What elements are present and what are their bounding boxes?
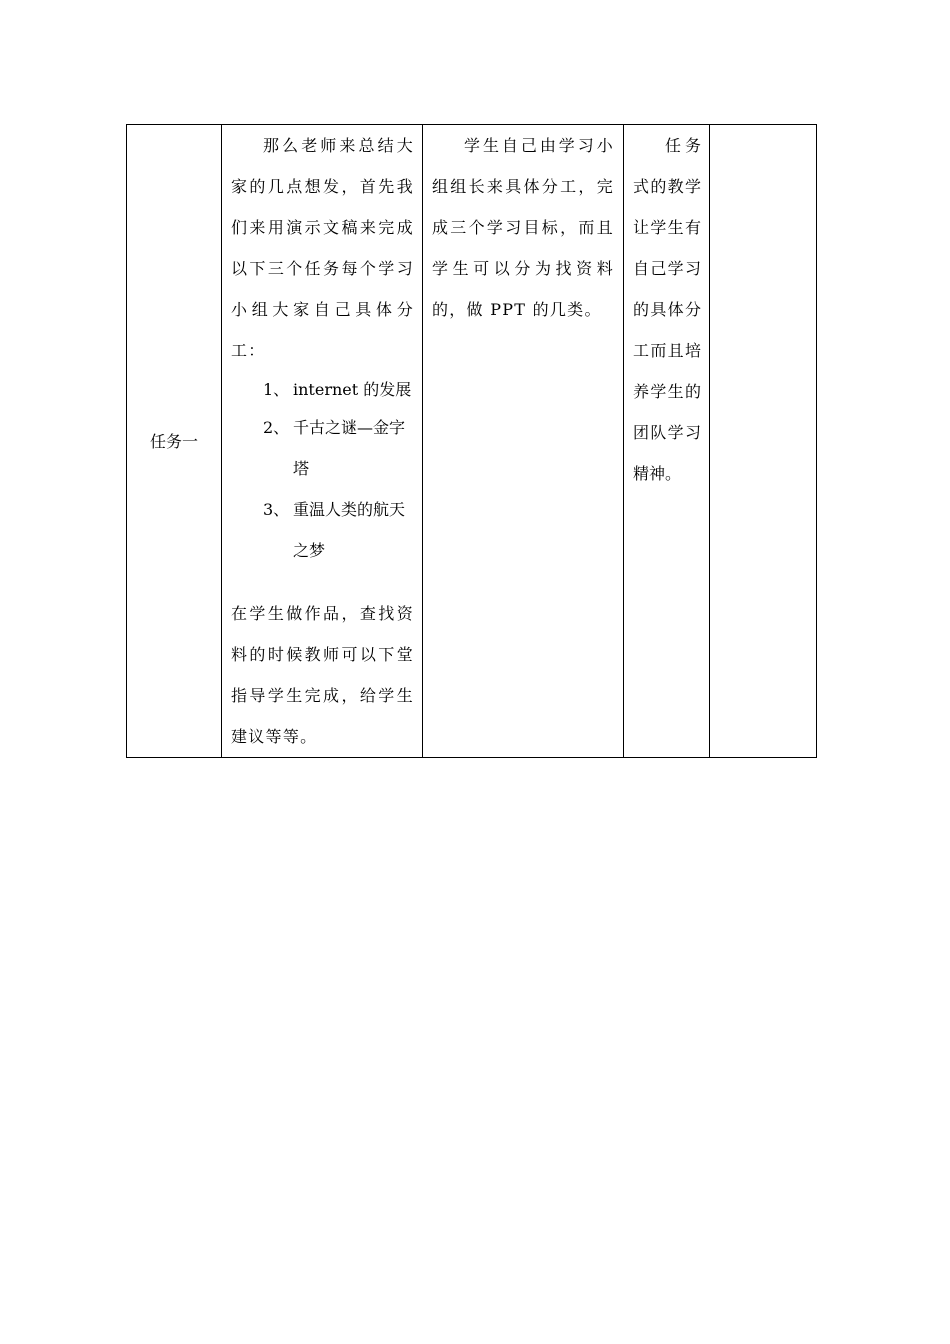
- table-row: [127, 125, 817, 758]
- task-text: 重温人类的航天之梦: [293, 500, 406, 560]
- design-intent-cell: [624, 125, 710, 758]
- teacher-closing-text: 在学生做作品，查找资料的时候教师可以下堂指导学生完成，给学生建议等等。: [231, 604, 414, 746]
- design-intent-text: 任务式的教学让学生有自己学习的具体分工而且培养学生的团队学习精神。: [633, 136, 701, 483]
- task-text: internet 的发展: [293, 380, 412, 399]
- notes-cell: [710, 125, 817, 758]
- spacer: [231, 571, 414, 593]
- task-number: 3、: [263, 500, 290, 519]
- teacher-activity-cell: [222, 125, 423, 758]
- task-list: [231, 373, 414, 571]
- student-activity-text: 学生自己由学习小组组长来具体分工，完成三个学习目标，而且学生可以分为找资料的，做 PPT 的几类。: [432, 136, 614, 319]
- task-number: 1、: [263, 380, 290, 399]
- teacher-intro-text: 那么老师来总结大家的几点想发，首先我们来用演示文稿来完成以下三个任务每个学习小组大家自己具体分工：: [231, 136, 414, 360]
- list-item: [231, 489, 414, 571]
- task-number: 2、: [263, 418, 290, 437]
- lesson-plan-table: [126, 124, 817, 758]
- list-item: [231, 373, 414, 407]
- task-label-cell: [127, 125, 222, 758]
- task-label: 任务一: [149, 431, 198, 451]
- list-item: [231, 407, 414, 489]
- task-text: 千古之谜—金字塔: [293, 418, 406, 478]
- student-activity-cell: [423, 125, 624, 758]
